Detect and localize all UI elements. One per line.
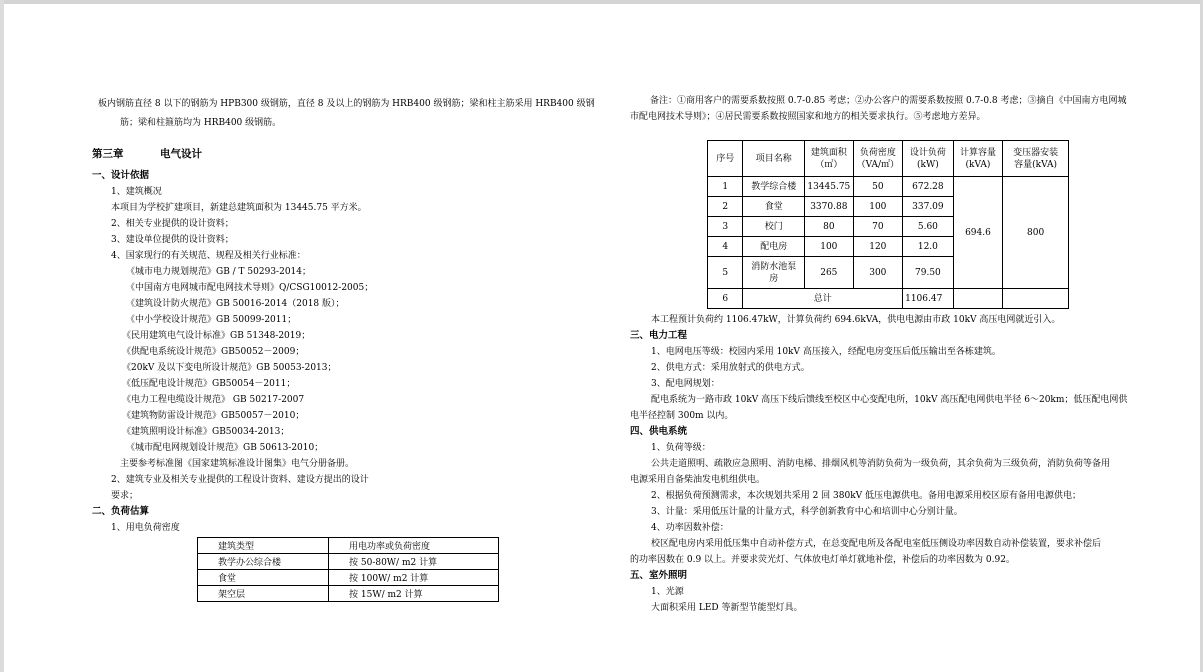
table-cell: 120	[853, 237, 903, 257]
design-basis-item-3: 3、建设单位提供的设计资料；	[111, 235, 234, 245]
table-cell: 100	[853, 197, 903, 217]
table-cell: 13445.75	[805, 177, 853, 197]
design-basis-item-5-line-1: 2、建筑专业及相关专业提供的工程设计资料、建设方提出的设计	[111, 475, 369, 485]
table-header-row	[708, 141, 1069, 177]
cell-line: 房	[769, 273, 779, 284]
power-item-3-body-1: 配电系统为一路市政 10kV 高压下线后馈线至校区中心变配电所，10kV 高压配电网供电半径 6～20km；低压配电网供	[651, 395, 1128, 405]
table-cell: 4	[708, 237, 743, 257]
design-basis-item-5-line-2: 要求；	[111, 491, 139, 501]
table-row	[198, 586, 499, 602]
standard-item: 《民用建筑电气设计标准》GB 51348-2019；	[122, 331, 311, 341]
supply-item-2: 2、根据负荷预测需求，本次规划共采用 2 回 380kV 低压电源供电。备用电源采用校区原有备用电源供电；	[651, 491, 1082, 501]
lighting-item-1-body: 大面积采用 LED 等新型节能型灯具。	[651, 603, 803, 613]
standard-item: 《建筑照明设计标准》GB50034-2013；	[122, 427, 290, 437]
design-basis-item-1-body: 本项目为学校扩建项目，新建总建筑面积为 13445.75 平方米。	[111, 203, 367, 213]
page-top-edge	[0, 0, 1203, 4]
design-basis-item-4: 4、国家现行的有关规范、规程及相关行业标准：	[111, 251, 306, 261]
table-cell: 3370.88	[805, 197, 853, 217]
supply-item-4: 4、功率因数补偿：	[651, 523, 729, 533]
standard-item: 《中国南方电网城市配电网技术导则》Q/CSG10012-2005；	[126, 283, 374, 293]
load-summary: 本工程预计负荷约 1106.47kW，计算负荷约 694.6kVA，供电电源由市政 10kV 高压电网就近引入。	[651, 315, 1061, 325]
table-header-cell: 建筑类型	[198, 538, 329, 554]
header-line: （㎡）	[815, 159, 843, 170]
power-item-2: 2、供电方式：采用放射式的供电方式。	[651, 363, 810, 373]
table-header-cell: 项目名称	[743, 141, 805, 177]
table-cell: 校门	[743, 217, 805, 237]
table-row	[198, 554, 499, 570]
header-line: 负荷密度	[859, 147, 896, 158]
chapter-title: 电气设计	[160, 148, 202, 160]
table-cell: 按 15W/ m2 计算	[329, 586, 499, 602]
total-value-cell: 1106.47	[903, 289, 954, 309]
table-cell: 教学办公综合楼	[198, 554, 329, 570]
table-cell: 79.50	[903, 257, 954, 289]
table-cell: 337.09	[903, 197, 954, 217]
standard-item: 《城市配电网规划设计规范》GB 50613-2010；	[126, 443, 324, 453]
power-item-3: 3、配电网规划：	[651, 379, 720, 389]
standard-item: 《低压配电设计规范》GB50054－2011；	[122, 379, 296, 389]
table-cell: 300	[853, 257, 903, 289]
standard-item: 《电力工程电缆设计规范》 GB 50217-2007	[122, 395, 305, 405]
standard-item: 《供配电系统设计规范》GB50052－2009；	[122, 347, 305, 357]
supply-item-1: 1、负荷等级：	[651, 443, 711, 453]
table-cell	[953, 289, 1003, 309]
table-cell: 架空层	[198, 586, 329, 602]
table-cell: 70	[853, 217, 903, 237]
section-heading-load-estimation: 二、负荷估算	[92, 506, 150, 517]
table-header-cell: 用电功率或负荷密度	[329, 538, 499, 554]
supply-item-3: 3、计量：采用低压计量的计量方式，科学创新教育中心和培训中心分别计量。	[651, 507, 963, 517]
section-heading-supply-system: 四、供电系统	[630, 426, 688, 437]
total-label-cell: 总计	[743, 289, 903, 309]
table-header-cell: 序号	[708, 141, 743, 177]
table-cell	[1003, 289, 1069, 309]
header-line: 计算容量	[959, 147, 996, 158]
table-cell	[743, 257, 805, 289]
table-cell: 食堂	[743, 197, 805, 217]
transformer-capacity-cell: 800	[1003, 177, 1069, 289]
header-line: (kVA)	[965, 159, 991, 170]
table-cell: 2	[708, 197, 743, 217]
table-cell: 672.28	[903, 177, 954, 197]
supply-item-1-body-1: 公共走道照明、疏散应急照明、消防电梯、排烟风机等消防负荷为一级负荷，其余负荷为三级负荷，消防负荷等备用	[651, 459, 1111, 469]
supply-item-4-body-1: 校区配电房内采用低压集中自动补偿方式，在总变配电所及各配电室低压侧设功率因数自动补偿装置，要求补偿后	[651, 539, 1102, 549]
table-header-cell	[1003, 141, 1069, 177]
table-cell: 5	[708, 257, 743, 289]
table-cell: 5.60	[903, 217, 954, 237]
chapter-number: 第三章	[92, 148, 124, 160]
note-line-2: 市配电网技术导则》；④居民需要系数按照国家和地方的相关要求执行。⑤考虑地方差异。	[630, 112, 986, 122]
section-heading-outdoor-lighting: 五、室外照明	[630, 570, 688, 581]
standard-item: 《建筑设计防火规范》GB 50016-2014（2018 版）；	[126, 299, 345, 309]
table-total-row	[708, 289, 1069, 309]
table-cell: 100	[805, 237, 853, 257]
section-heading-design-basis: 一、设计依据	[92, 170, 150, 181]
table-header-cell	[805, 141, 853, 177]
load-density-label: 1、用电负荷密度	[111, 523, 180, 533]
table-header-row	[198, 538, 499, 554]
lighting-item-1: 1、光源	[651, 587, 684, 597]
table-cell: 食堂	[198, 570, 329, 586]
power-item-3-body-2: 电半径控制 300m 以内。	[630, 411, 734, 421]
note-line-1: 备注：①商用客户的需要系数按照 0.7-0.85 考虑；②办公客户的需要系数按照 0.7-0.8 考虑；③摘自《中国南方电网城	[650, 96, 1127, 106]
header-line: (kW)	[917, 159, 939, 170]
table-cell: 3	[708, 217, 743, 237]
table-header-cell	[953, 141, 1003, 177]
table-row	[708, 177, 1069, 197]
header-line: 设计负荷	[909, 147, 946, 158]
table-cell: 1	[708, 177, 743, 197]
standard-item: 《城市电力规划规范》GB / T 50293-2014；	[126, 267, 311, 277]
page-left-edge	[0, 0, 4, 672]
cell-line: 消防水池泵	[751, 261, 797, 272]
table-cell: 6	[708, 289, 743, 309]
design-basis-item-2: 2、相关专业提供的设计资料；	[111, 219, 234, 229]
supply-item-4-body-2: 的功率因数在 0.9 以上。并要求荧光灯、气体放电灯单灯就地补偿，补偿后的功率因数为 0.92。	[630, 555, 1015, 565]
table-header-cell	[853, 141, 903, 177]
table-cell: 按 50-80W/ m2 计算	[329, 554, 499, 570]
power-item-1: 1、电网电压等级：校园内采用 10kV 高压接入，经配电房变压后低压输出至各栋建筑。	[651, 347, 1001, 357]
section-heading-power-engineering: 三、电力工程	[630, 330, 688, 341]
header-line: 建筑面积	[810, 147, 847, 158]
header-line: 容量(kVA)	[1014, 159, 1058, 170]
table-header-cell	[903, 141, 954, 177]
table-cell: 12.0	[903, 237, 954, 257]
standard-item: 《20kV 及以下变电所设计规范》GB 50053-2013；	[122, 363, 337, 373]
load-density-table	[197, 537, 499, 602]
standard-item: 《中小学校设计规范》GB 50099-2011；	[126, 315, 297, 325]
calc-capacity-cell: 694.6	[953, 177, 1003, 289]
standard-item: 《建筑物防雷设计规范》GB50057－2010；	[122, 411, 305, 421]
intro-line-1: 板内钢筋直径 8 以下的钢筋为 HPB300 级钢筋，直径 8 及以上的钢筋为 HRB400 级钢筋；梁和柱主筋采用 HRB400 级钢	[98, 99, 595, 109]
intro-line-2: 筋；梁和柱箍筋均为 HRB400 级钢筋。	[120, 118, 282, 128]
table-cell: 按 100W/ m2 计算	[329, 570, 499, 586]
design-basis-item-1: 1、建筑概况	[111, 187, 162, 197]
header-line: （VA/㎡）	[856, 159, 900, 170]
table-cell: 配电房	[743, 237, 805, 257]
table-cell: 80	[805, 217, 853, 237]
load-calculation-table	[707, 140, 1069, 309]
reference-atlas: 主要参考标准图《国家建筑标准设计图集》电气分册备册。	[120, 459, 355, 469]
table-cell: 50	[853, 177, 903, 197]
table-row	[198, 570, 499, 586]
supply-item-1-body-2: 电源采用自备柴油发电机组供电。	[630, 475, 766, 485]
table-cell: 265	[805, 257, 853, 289]
table-cell: 教学综合楼	[743, 177, 805, 197]
header-line: 变压器安装	[1013, 147, 1059, 158]
